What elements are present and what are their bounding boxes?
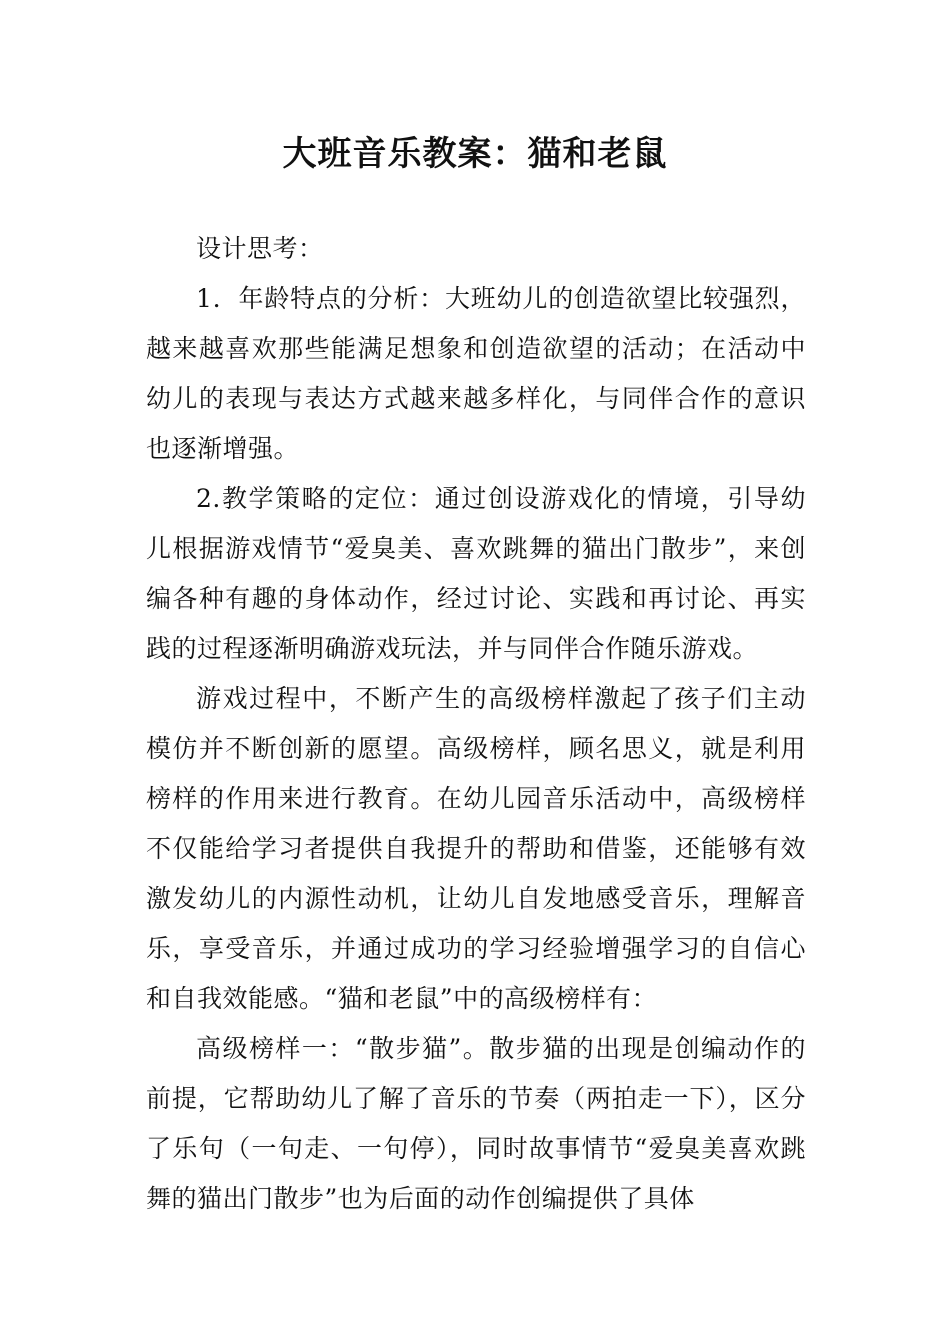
paragraph-advanced-models: 游戏过程中，不断产生的高级榜样激起了孩子们主动模仿并不断创新的愿望。高级榜样，顾名思义，就是利用榜样的作用来进行教育。在幼儿园音乐活动中，高级榜样不仅能给学习者提供自我提升的帮助和借鉴，还能够有效激发幼儿的内源性动机，让幼儿自发地感受音乐，理解音乐，享受音乐，并通过成功的学习经验增强学习的自信心和自我效能感。“猫和老鼠”中的高级榜样有： xyxy=(146,684,806,1013)
paragraph-teaching-strategy: 2.教学策略的定位：通过创设游戏化的情境，引导幼儿根据游戏情节“爱臭美、喜欢跳舞的猫出门散步”，来创编各种有趣的身体动作，经过讨论、实践和再讨论、再实践的过程逐渐明确游戏玩法，并与同伴合作随乐游戏。 xyxy=(146,484,806,663)
paragraph-age-analysis: 1．年龄特点的分析：大班幼儿的创造欲望比较强烈，越来越喜欢那些能满足想象和创造欲望的活动；在活动中幼儿的表现与表达方式越来越多样化，与同伴合作的意识也逐渐增强。 xyxy=(146,284,806,463)
paragraph-model-one: 高级榜样一：“散步猫”。散步猫的出现是创编动作的前提，它帮助幼儿了解了音乐的节奏（两拍走一下），区分了乐句（一句走、一句停），同时故事情节“爱臭美喜欢跳舞的猫出门散步”也为后面的动作创编提供了具体 xyxy=(146,1034,806,1213)
document-body xyxy=(146,224,806,1224)
paragraph-design-thinking: 设计思考： xyxy=(196,234,324,263)
document-title: 大班音乐教案：猫和老鼠 xyxy=(282,134,668,174)
